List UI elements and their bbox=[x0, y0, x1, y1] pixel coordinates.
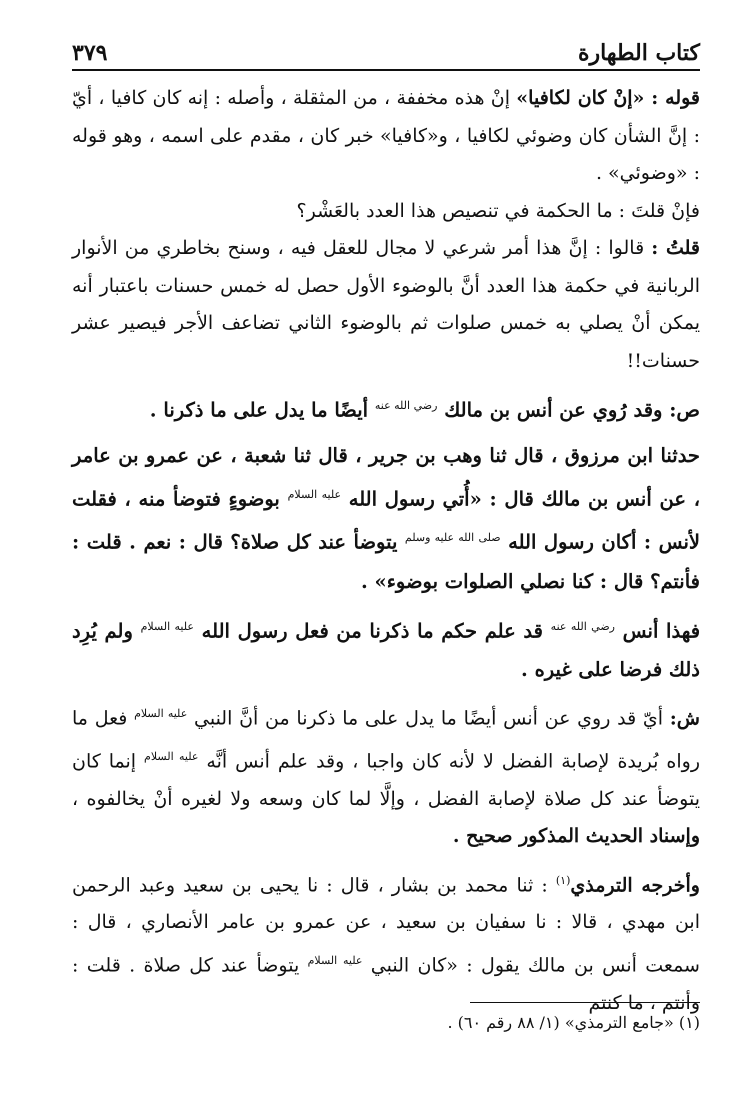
honorific-glyph: عليه السلام bbox=[307, 953, 363, 967]
honorific-glyph: عليه السلام bbox=[144, 749, 199, 763]
paragraph-text: قالوا : إنَّ هذا أمر شرعي لا مجال للعقل فيه ، وسنح بخاطري من الأنوار الربانية في حكمة هذا العدد أنَّ بالوضوء الأول حصل له خمس حسنات باعتبار أنه يمكن أنْ يصلي به خمس صلوات ثم بالوضوء الثاني تضاعف الأجر فيصير عشر حسنات!! bbox=[72, 237, 700, 372]
honorific-glyph: رضي الله عنه bbox=[550, 619, 615, 633]
paragraph-takhrij bbox=[72, 862, 700, 1023]
page-number: ٣٧٩ bbox=[72, 40, 108, 66]
footnote-text: (١) «جامع الترمذي» (١/ ٨٨ رقم ٦٠) . bbox=[447, 1013, 700, 1032]
paragraph-hadith bbox=[72, 436, 700, 601]
page-body bbox=[72, 80, 700, 1022]
paragraph-commentary-1 bbox=[72, 80, 700, 193]
honorific-glyph: رضي الله عنه bbox=[374, 399, 438, 412]
text-segment: إنما كان يتوضأ عند كل صلاة لإصابة الفضل ، وإلَّا لما كان وسعه ولا لغيره أنْ يخالفوه ، bbox=[72, 750, 700, 810]
text-segment: : ثنا محمد بن بشار ، قال : نا يحيى بن سعيد وعبد الرحمن ابن مهدي ، قالا : نا سفيان بن سعيد ، عن عمرو بن عامر الأنصاري ، قال : سمعت أنس بن مالك يقول : «كان النبي bbox=[72, 873, 700, 977]
text-segment: فهذا أنس bbox=[622, 619, 701, 642]
honorific-glyph: عليه السلام bbox=[134, 707, 188, 720]
paragraph-lead: ش: bbox=[669, 707, 700, 730]
honorific-glyph: عليه السلام bbox=[287, 487, 342, 501]
isnad-verdict: وإسناد الحديث المذكور صحيح . bbox=[452, 825, 700, 848]
text-segment: حدثنا ابن مرزوق ، قال ثنا وهب بن جرير ، قال ثنا شعبة ، عن عمرو بن عامر ، عن أنس بن مالك قال : «أُتي رسول الله bbox=[72, 443, 700, 510]
paragraph-lead: وأخرجه الترمذي bbox=[570, 873, 700, 896]
paragraph-question bbox=[72, 193, 700, 231]
header-rule bbox=[72, 69, 700, 71]
text-segment: أيّ قد روي عن أنس أيضًا ما يدل على ما ذكرنا من أنَّ النبي bbox=[194, 707, 670, 730]
honorific-glyph: صلى الله عليه وسلم bbox=[404, 531, 501, 544]
paragraph-commentary-2 bbox=[72, 695, 700, 856]
paragraph-text: إنْ هذه مخففة ، من المثقلة ، وأصله : إنه كان كافيا ، أيّ : إنَّ الشأن كان وضوئي لكافيا ، و«كافيا» خبر كان ، مقدم على اسمه ، وهو قوله : «وضوئي» . bbox=[72, 87, 700, 184]
text-segment: قد علم حكم ما ذكرنا من فعل رسول الله bbox=[201, 619, 551, 642]
paragraph-text: فإنْ قلتَ : ما الحكمة في تنصيص هذا العدد بالعَشْر؟ bbox=[296, 199, 700, 222]
text-segment: ص: وقد رُوي عن أنس بن مالك bbox=[444, 398, 700, 422]
honorific-glyph: عليه السلام bbox=[140, 619, 194, 633]
paragraph-matn-1 bbox=[72, 386, 700, 430]
footnote-rule bbox=[470, 1002, 700, 1003]
footnote bbox=[72, 1010, 700, 1036]
footnote-marker[interactable]: (١) bbox=[555, 873, 571, 887]
paragraph-lead: قلتُ : bbox=[651, 237, 700, 259]
text-segment: فعل ما رواه بُريدة لإصابة الفضل لا لأنه كان واجبا ، وقد علم أنس أنَّه bbox=[72, 707, 700, 773]
text-segment: ولم يُرِد ذلك فرضا على غيره . bbox=[72, 619, 700, 681]
paragraph-matn-2 bbox=[72, 607, 700, 690]
text-segment: بوضوءٍ فتوضأ منه ، فقلت لأنس : أكان رسول الله bbox=[72, 487, 700, 554]
paragraph-lead: قوله : «إنْ كان لكافيا» bbox=[516, 87, 701, 109]
page-header bbox=[72, 34, 700, 68]
book-title: كتاب الطهارة bbox=[577, 40, 700, 66]
paragraph-answer bbox=[72, 230, 700, 380]
text-segment: يتوضأ عند كل صلاة؟ قال : نعم . قلت : فأنتم؟ قال : كنا نصلي الصلوات بوضوء» . bbox=[72, 530, 700, 593]
text-segment: أيضًا ما يدل على ما ذكرنا . bbox=[149, 398, 375, 422]
text-segment: يتوضأ عند كل صلاة . قلت : وأنتم ، ما كنتم bbox=[72, 954, 700, 1014]
